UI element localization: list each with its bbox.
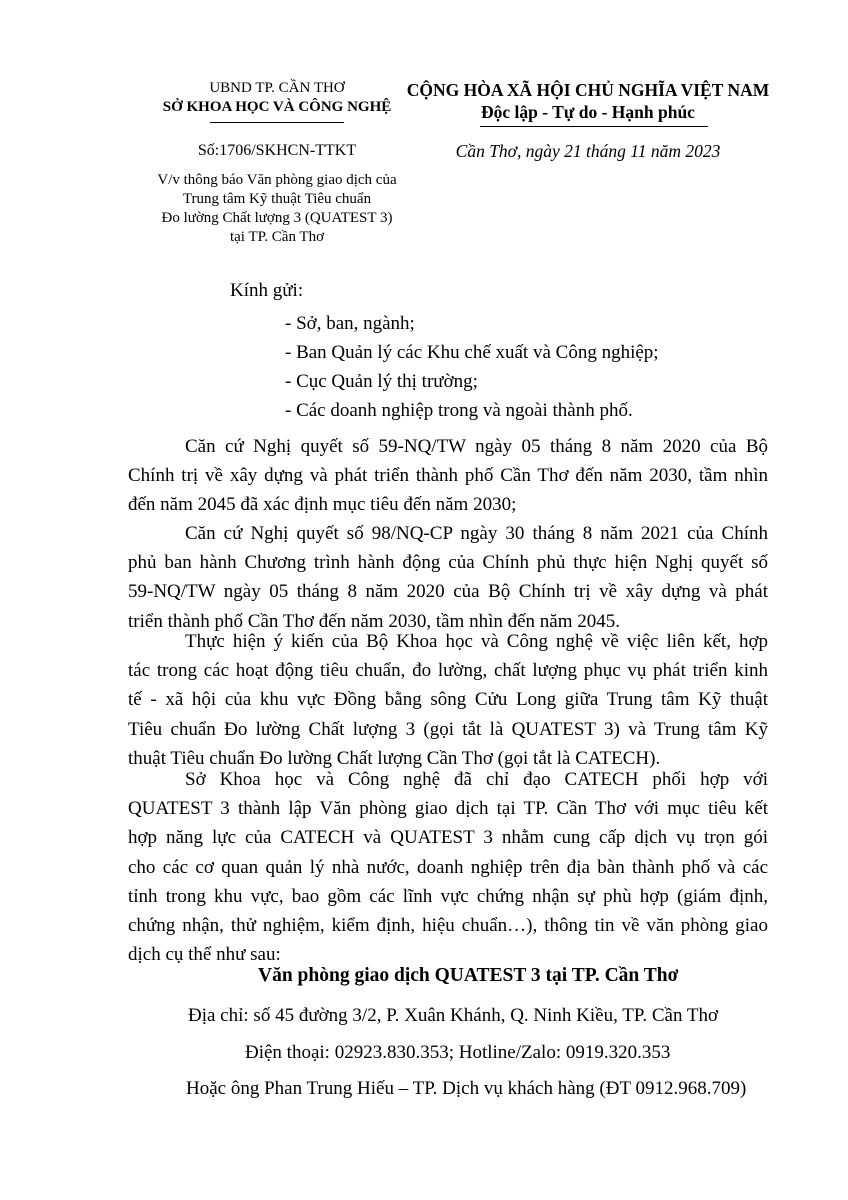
- paragraph-line: Tiêu chuẩn Đo lường Chất lượng 3 (gọi tắt là QUATEST 3) và Trung tâm Kỹ: [128, 718, 768, 740]
- paragraph-line: QUATEST 3 thành lập Văn phòng giao dịch tại TP. Cần Thơ với mục tiêu kết: [128, 798, 768, 820]
- subject-line: V/v thông báo Văn phòng giao dịch của: [157, 172, 397, 188]
- agency-underline: [210, 122, 344, 123]
- paragraph-line: Thực hiện ý kiến của Bộ Khoa học và Công nghệ về việc liên kết, hợp: [185, 631, 768, 652]
- paragraph-line: thuật Tiêu chuẩn Đo lường Chất lượng Cần Thơ (gọi tắt là CATECH).: [128, 747, 661, 769]
- office-phone: Điện thoại: 02923.830.353; Hotline/Zalo: 0919.320.353: [245, 1042, 671, 1063]
- paragraph-line: tế - xã hội của khu vực Đồng bằng sông Cửu Long giữa Trung tâm Kỹ thuật: [128, 689, 768, 711]
- body-paragraph: [128, 765, 768, 969]
- body-paragraph: [128, 519, 768, 636]
- agency-parent: UBND TP. CẦN THƠ: [209, 80, 345, 96]
- recipient-item: - Sở, ban, ngành;: [285, 313, 415, 334]
- paragraph-line: Sở Khoa học và Công nghệ đã chỉ đạo CATECH phối hợp với: [185, 769, 768, 790]
- agency-name: SỞ KHOA HỌC VÀ CÔNG NGHỆ: [162, 99, 392, 115]
- motto-underline: [480, 126, 708, 127]
- paragraph-line: Chính trị về xây dựng và phát triển thành phố Cần Thơ đến năm 2030, tầm nhìn: [128, 465, 768, 487]
- paragraph-line: 59-NQ/TW ngày 05 tháng 8 năm 2020 của Bộ Chính trị về xây dựng và phát: [128, 581, 768, 603]
- paragraph-line: Căn cứ Nghị quyết số 98/NQ-CP ngày 30 tháng 8 năm 2021 của Chính: [185, 523, 768, 544]
- office-contact: Hoặc ông Phan Trung Hiếu – TP. Dịch vụ khách hàng (ĐT 0912.968.709): [186, 1078, 747, 1099]
- paragraph-line: tỉnh trong khu vực, bao gồm các lĩnh vực chứng nhận sự phù hợp (giám định,: [128, 885, 768, 907]
- greeting: Kính gửi:: [230, 280, 304, 301]
- recipient-item: - Các doanh nghiệp trong và ngoài thành phố.: [285, 400, 633, 421]
- office-title: Văn phòng giao dịch QUATEST 3 tại TP. Cần Thơ: [258, 965, 679, 986]
- body-paragraph: [128, 627, 768, 773]
- paragraph-line: dịch cụ thể như sau:: [128, 944, 281, 966]
- paragraph-line: triển thành phố Cần Thơ đến năm 2030, tầm nhìn đến năm 2045.: [128, 610, 621, 632]
- recipient-item: - Cục Quản lý thị trường;: [285, 371, 478, 392]
- paragraph-line: chứng nhận, thử nghiệm, kiểm định, hiệu chuẩn…), thông tin về văn phòng giao: [128, 914, 768, 936]
- paragraph-line: tác trong các hoạt động tiêu chuẩn, đo lường, chất lượng phục vụ phát triển kinh: [128, 660, 768, 682]
- subject-line: Trung tâm Kỹ thuật Tiêu chuẩn: [182, 191, 372, 207]
- body-paragraph: [128, 432, 768, 520]
- paragraph-line: phủ ban hành Chương trình hành động của Chính phủ thực hiện Nghị quyết số: [128, 552, 768, 574]
- motto: Độc lập - Tự do - Hạnh phúc: [481, 102, 695, 122]
- place-date: Cần Thơ, ngày 21 tháng 11 năm 2023: [455, 141, 721, 161]
- paragraph-line: hợp năng lực của CATECH và QUATEST 3 nhằm cung cấp dịch vụ trọn gói: [128, 827, 768, 849]
- office-address: Địa chỉ: số 45 đường 3/2, P. Xuân Khánh, Q. Ninh Kiều, TP. Cần Thơ: [188, 1005, 719, 1026]
- recipient-item: - Ban Quản lý các Khu chế xuất và Công nghiệp;: [285, 342, 659, 363]
- subject-line: Đo lường Chất lượng 3 (QUATEST 3): [161, 210, 393, 226]
- paragraph-line: đến năm 2045 đã xác định mục tiêu đến năm 2030;: [128, 494, 517, 516]
- doc-number: Số:1706/SKHCN-TTKT: [197, 142, 357, 159]
- nation-title: CỘNG HÒA XÃ HỘI CHỦ NGHĨA VIỆT NAM: [406, 80, 770, 100]
- paragraph-line: cho các cơ quan quản lý nhà nước, doanh nghiệp trên địa bàn thành phố và các: [128, 856, 768, 878]
- subject-line: tại TP. Cần Thơ: [229, 229, 325, 245]
- paragraph-line: Căn cứ Nghị quyết số 59-NQ/TW ngày 05 tháng 8 năm 2020 của Bộ: [185, 436, 768, 457]
